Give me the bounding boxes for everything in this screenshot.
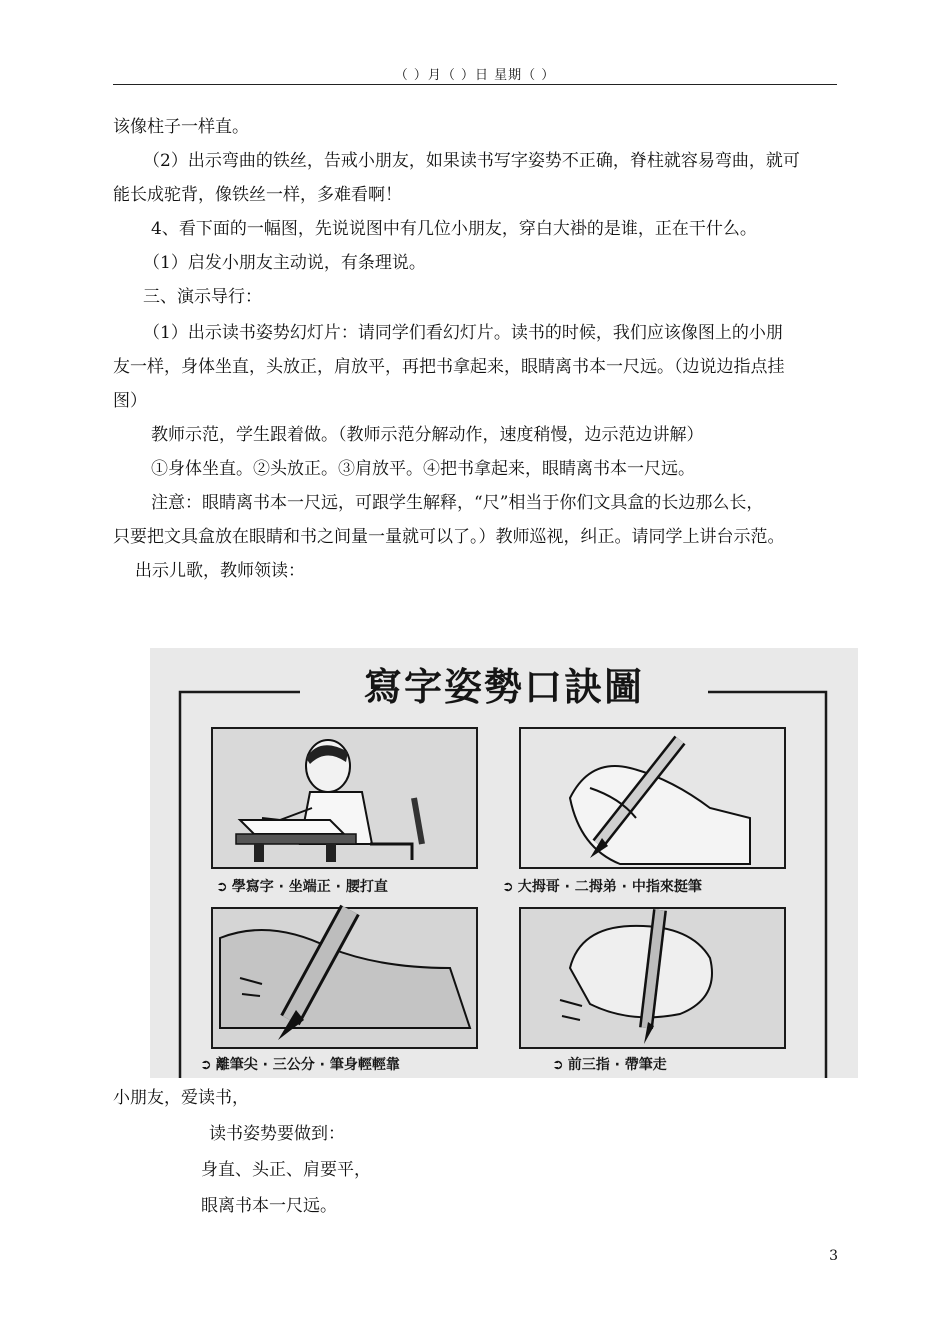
panel-pencil-grip: [520, 728, 785, 868]
paragraph-line: 三、演示导行：: [143, 287, 262, 307]
paragraph-line: （1）启发小朋友主动说，有条理说。: [143, 253, 426, 273]
caption-text: 離筆尖 · 三公分 · 筆身輕輕靠: [215, 1057, 400, 1073]
poem-line: 小朋友，爱读书，: [113, 1088, 249, 1108]
poem-line: 身直、头正、肩要平，: [201, 1160, 371, 1180]
caption-text: 前三指 · 帶筆走: [567, 1057, 667, 1073]
caption-text: 學寫字 · 坐端正 · 腰打直: [231, 879, 388, 895]
caption-text: 大拇哥 · 二拇弟 · 中指來挺筆: [517, 879, 702, 895]
paragraph-line: 教师示范，学生跟着做。（教师示范分解动作，速度稍慢，边示范边讲解）: [151, 425, 704, 445]
body-text: [113, 110, 837, 588]
paragraph-line: 出示儿歌，教师领读：: [135, 561, 305, 581]
paragraph-line: （2）出示弯曲的铁丝，告戒小朋友，如果读书写字姿势不正确，脊柱就容易弯曲，就可: [143, 151, 800, 171]
arrow-circle-icon: ➲: [200, 1057, 212, 1073]
figure-illustrations: [150, 648, 858, 1078]
page-header: （ ）月（ ）日 星期（ ）: [394, 68, 556, 83]
paragraph-line: 注意：眼睛离书本一尺远，可跟学生解释，“尺”相当于你们文具盒的长边那么长，: [151, 493, 764, 513]
page-number: 3: [829, 1248, 838, 1264]
figure-caption: [216, 876, 388, 896]
arrow-circle-icon: ➲: [552, 1057, 564, 1073]
children-song: [113, 1080, 371, 1224]
figure-title: 寫字姿勢口訣圖: [363, 665, 644, 709]
paragraph-line: 4、看下面的一幅图，先说说图中有几位小朋友，穿白大褂的是谁，正在干什么。: [151, 219, 757, 239]
poem-line: 眼离书本一尺远。: [201, 1196, 337, 1216]
arrow-circle-icon: ➲: [502, 879, 514, 895]
poem-line: 读书姿势要做到：: [209, 1124, 345, 1144]
panel-three-fingers: [520, 908, 785, 1048]
paragraph-line: ①身体坐直。②头放正。③肩放平。④把书拿起来，眼睛离书本一尺远。: [151, 459, 695, 479]
paragraph-line: 友一样，身体坐直，头放正，肩放平，再把书拿起来，眼睛离书本一尺远。（边说边指点挂: [113, 357, 785, 377]
figure-caption: [502, 876, 702, 896]
writing-posture-figure: [150, 648, 858, 1078]
panel-sitting-posture: [212, 728, 477, 868]
panel-finger-distance: [212, 908, 477, 1048]
arrow-circle-icon: ➲: [216, 879, 228, 895]
paragraph-line: 只要把文具盒放在眼睛和书之间量一量就可以了。）教师巡视，纠正。请同学上讲台示范。: [113, 527, 785, 547]
paragraph-line: 能长成驼背，像铁丝一样，多难看啊！: [113, 185, 402, 205]
paragraph-line: 该像柱子一样直。: [113, 117, 249, 137]
figure-caption: [200, 1054, 400, 1074]
paragraph-line: （1）出示读书姿势幻灯片：请同学们看幻灯片。读书的时候，我们应该像图上的小朋: [143, 323, 783, 343]
paragraph-line: 图）: [113, 391, 147, 411]
figure-caption: [552, 1054, 667, 1074]
header-rule: [113, 84, 837, 85]
